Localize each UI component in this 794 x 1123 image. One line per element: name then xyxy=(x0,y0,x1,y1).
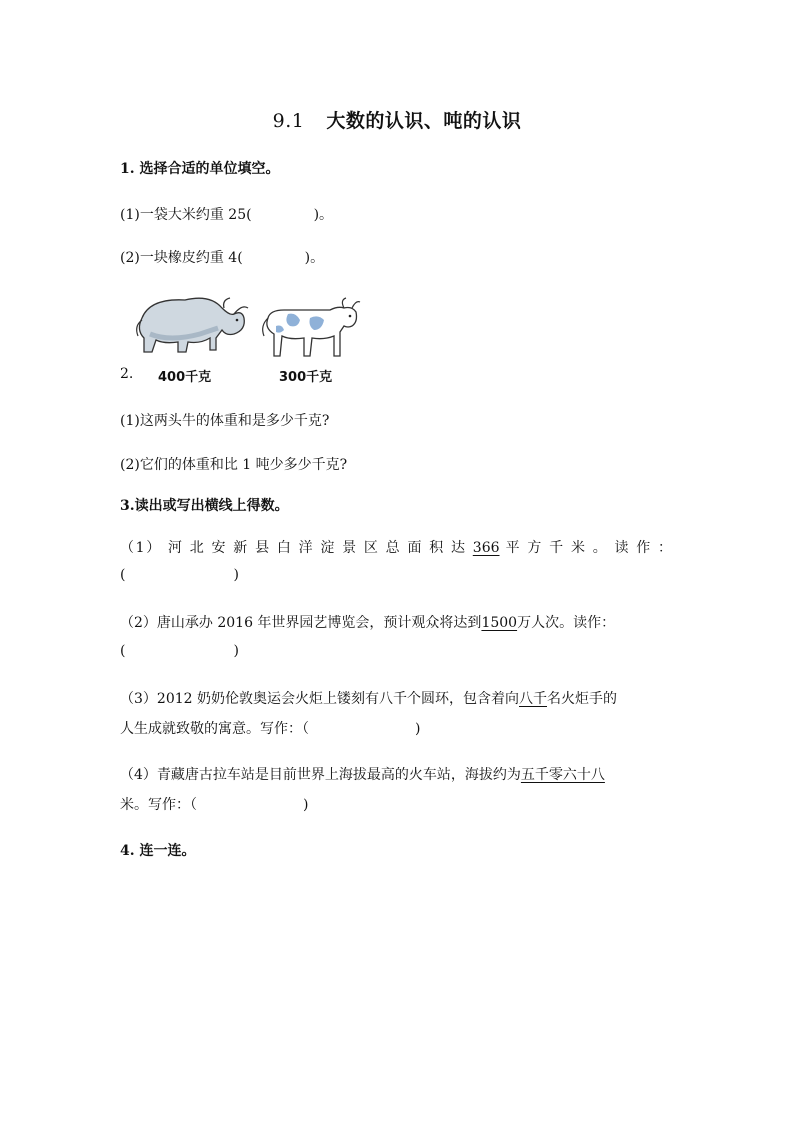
q1-heading: 1. 选择合适的单位填空。 xyxy=(120,161,280,177)
q3-item-1-number: 366 xyxy=(472,540,500,556)
q2-item-1: (1)这两头牛的体重和是多少千克? xyxy=(120,413,330,429)
q2-item-2: (2)它们的体重和比 1 吨少多少千克? xyxy=(120,457,348,473)
q4-heading: 4. 连一连。 xyxy=(120,843,196,859)
section-number: 9.1 xyxy=(272,110,305,132)
q3-item-2-number: 1500 xyxy=(481,615,518,631)
q3-item-3-number: 八千 xyxy=(519,691,547,707)
page-title xyxy=(0,106,794,133)
q3-item-1-answer[interactable]: ( ) xyxy=(120,567,239,583)
q3-item-4-number: 五千零六十八 xyxy=(520,767,605,783)
q3-item-2: （2）唐山承办 2016 年世界园艺博览会，预计观众将达到1500万人次。读作： xyxy=(120,615,616,631)
cow2-weight-label: 300千克 xyxy=(279,370,333,385)
section-title: 大数的认识、吨的认识 xyxy=(326,110,522,132)
q3-item-3: （3）2012 奶奶伦敦奥运会火炬上镂刻有八千个圆环，包含着向八千名火炬手的 xyxy=(120,691,617,707)
buffalo-icon xyxy=(137,298,248,352)
q3-item-4-answer[interactable]: 米。写作：（ ) xyxy=(120,797,309,813)
q3-item-3-answer[interactable]: 人生成就致敬的寓意。写作：（ ) xyxy=(120,721,421,737)
q2-number: 2. xyxy=(120,366,134,382)
q3-item-2-answer[interactable]: ( ) xyxy=(120,643,239,659)
dairy-cow-icon xyxy=(263,298,360,356)
q3-heading: 3.读出或写出横线上得数。 xyxy=(120,498,289,514)
q1-item-1: (1)一袋大米约重 25( )。 xyxy=(120,207,334,223)
q3-item-1: （1） 河 北 安 新 县 白 洋 淀 景 区 总 面 积 达 366 平 方 千 米 。 读 作 ： xyxy=(120,540,673,556)
cow1-weight-label: 400千克 xyxy=(158,370,212,385)
q3-item-4: （4）青藏唐古拉车站是目前世界上海拔最高的火车站，海拔约为五千零六十八 xyxy=(120,767,605,783)
q1-item-2: (2)一块橡皮约重 4( )。 xyxy=(120,250,325,266)
